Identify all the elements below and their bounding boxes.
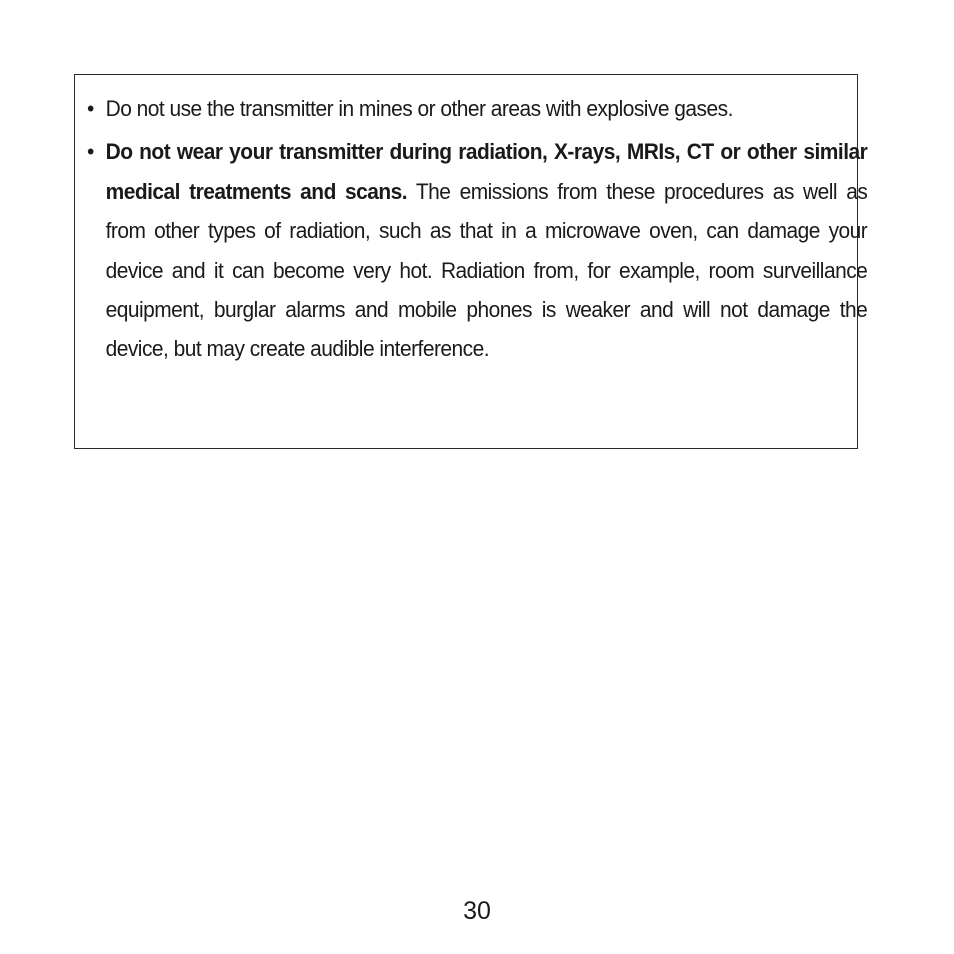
- warning-item-radiation: [87, 132, 867, 368]
- warning-item-bold: Do not wear your transmitter during radiation, X-rays, MRIs, CT or other similar medical treatments and scans.: [105, 139, 868, 204]
- warning-box: [74, 74, 868, 449]
- page-number: 30: [463, 897, 491, 925]
- warning-list: [87, 89, 868, 369]
- warning-item-explosive-gases: [87, 89, 867, 128]
- warning-item-text: Do not use the transmitter in mines or other areas with explosive gases.: [105, 96, 733, 121]
- warning-item-text: The emissions from these procedures as well as from other types of radiation, such as that in a microwave oven, can damage your device and it can become very hot. Radiation from, for example, room surveillance equipment, burglar alarms and mobile phones is weaker and will not damage the device, but may create audible interference.: [105, 178, 868, 362]
